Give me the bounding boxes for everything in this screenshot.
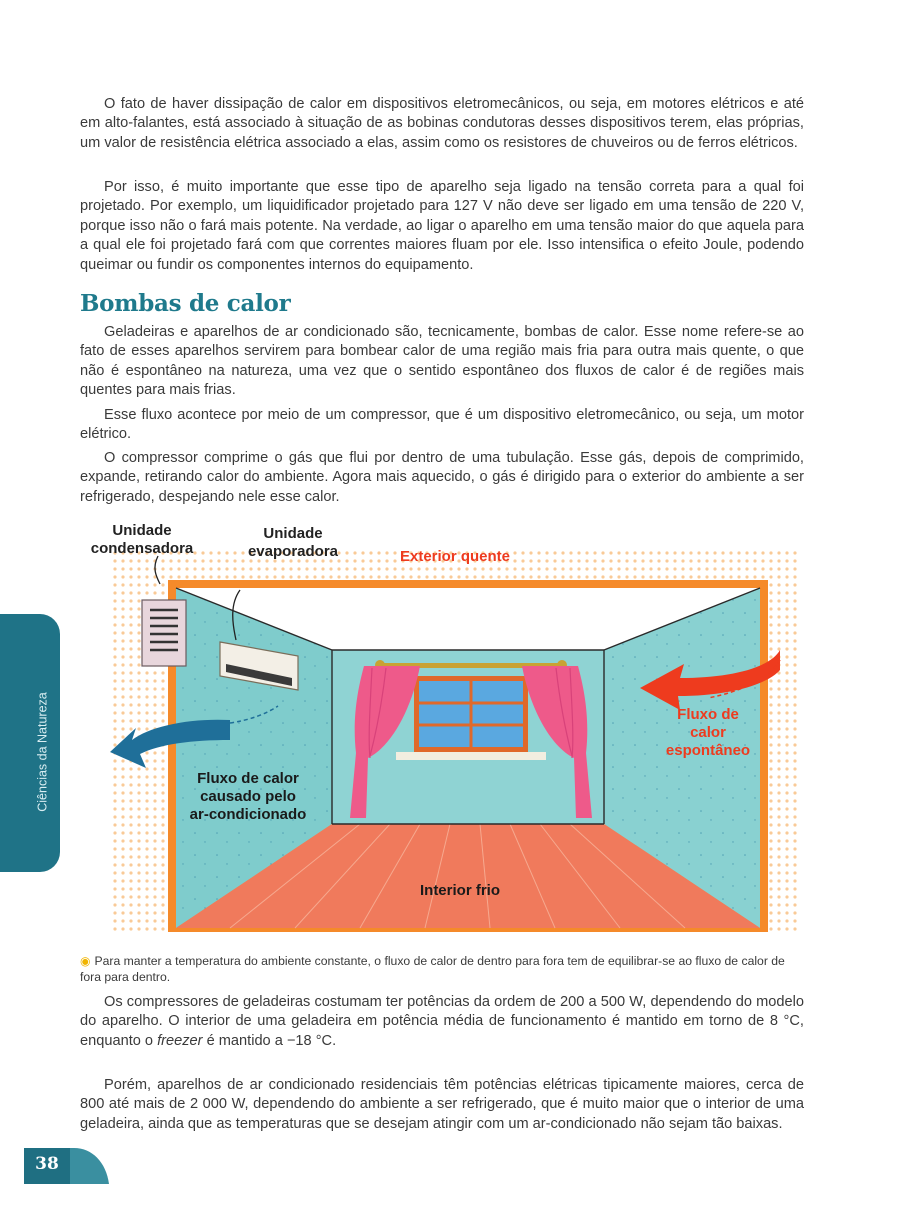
side-label: Ciências da Natureza (35, 692, 50, 812)
label-fluxo-ar-condicionado: Fluxo de calor causado pelo ar-condicionado (189, 770, 307, 823)
page-number: 38 (35, 1154, 59, 1174)
section-title: Bombas de calor (80, 290, 291, 317)
heat-pump-illustration (80, 518, 804, 934)
figure-caption: ◉ Para manter a temperatura do ambiente constante, o fluxo de calor de dentro para fora tem de equilibrar-se ao fluxo de calor de fora para dentro. (80, 954, 785, 984)
paragraph-dissipacao: O fato de haver dissipação de calor em dispositivos eletromecânicos, ou seja, em motores elétricos e até em alto-falantes, está associado à situação de as bobinas condutoras desses dispositivos terem, elas próprias, um valor de resistência elétrica associado a elas, assim como os resistores de chuveiros ou de ferros elétricos. (80, 96, 804, 151)
label-exterior-quente: Exterior quente (399, 548, 511, 565)
paragraph-gas: O compressor comprime o gás que flui por dentro de uma tubulação. Esse gás, depois de comprimido, expande, retirando calor do ambiente. Agora mais aquecido, o gás é dirigido para o exterior do ambiente a ser refrigerado, despejando nele esse calor. (80, 450, 804, 505)
caption-bullet-icon: ◉ (80, 954, 91, 968)
paragraph-compressor: Esse fluxo acontece por meio de um compressor, que é um dispositivo eletromecânico, ou seja, um motor elétrico. (80, 407, 804, 443)
label-unidade-evaporadora: Unidade evaporadora (247, 525, 339, 560)
label-unidade-condensadora: Unidade condensadora (90, 522, 194, 557)
label-interior-frio: Interior frio (419, 882, 500, 899)
label-fluxo-espontaneo: Fluxo de calor espontâneo (665, 706, 751, 759)
paragraph-bombas-calor: Geladeiras e aparelhos de ar condicionado são, tecnicamente, bombas de calor. Esse nome refere-se ao fato de esses aparelhos servirem para bombear calor de uma região mais fria para outra mais quente, o que não é espontâneo na natureza, uma vez que o sentido espontâneo dos fluxos de calor é de regiões mais quentes para mais frias. (80, 324, 804, 399)
paragraph-ar-condicionado: Porém, aparelhos de ar condicionado residenciais têm potências elétricas tipicamente maiores, cerca de 800 até mais de 2 000 W, dependendo do ambiente a ser refrigerado, que é muito maior que o interior de uma geladeira, ainda que as temperaturas que se desejam atingir com um ar-condicionado não sejam tão baixas. (80, 1077, 804, 1132)
paragraph-compressores-geladeira: Os compressores de geladeiras costumam ter potências da ordem de 200 a 500 W, dependendo do modelo do aparelho. O interior de uma geladeira em potência média de funcionamento é mantido em torno de 8 °C, enquanto o freezer é mantido a −18 °C. (80, 994, 804, 1049)
side-tab (0, 614, 60, 872)
paragraph-tensao-correta: Por isso, é muito importante que esse tipo de aparelho seja ligado na tensão correta para a qual foi projetado. Por exemplo, um liquidificador projetado para 127 V não deve ser ligado em uma tensão de 220 V, porque isso não o fará mais potente. Na verdade, ao ligar o aparelho em uma tensão maior do que aquela para a qual ele foi projetado fará com que correntes maiores fluam por ele. Isso intensifica o efeito Joule, podendo queimar ou fundir os componentes internos do equipamento. (80, 179, 804, 273)
